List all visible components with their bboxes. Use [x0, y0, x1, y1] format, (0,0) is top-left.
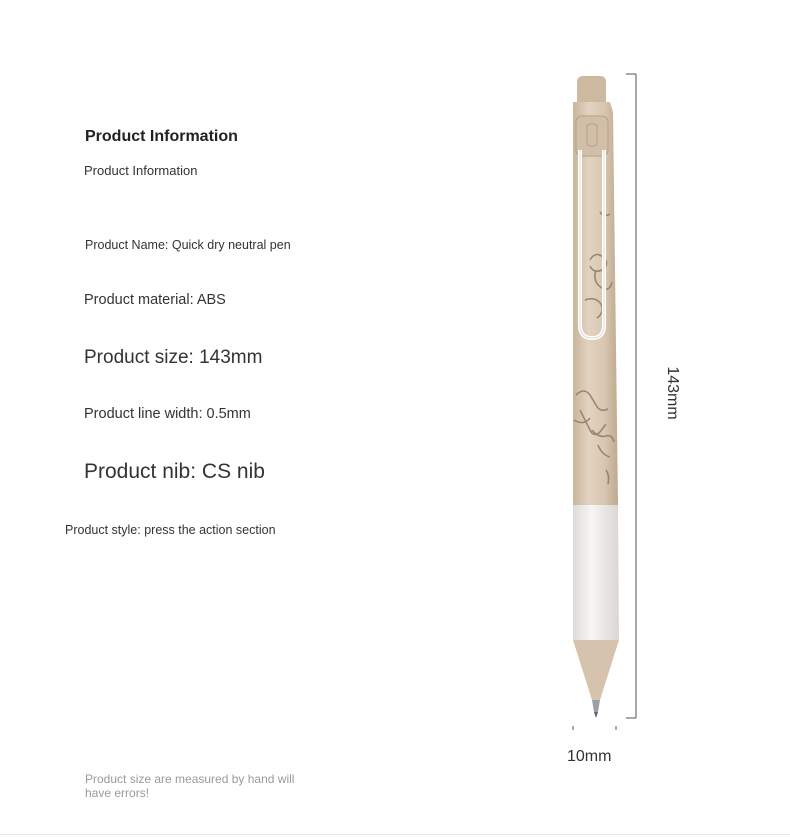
section-title: Product Information [85, 128, 238, 145]
length-label: 143mm [664, 366, 681, 420]
pen-nose [573, 640, 619, 700]
product-material: Product material: ABS [84, 292, 226, 308]
pen-icon [545, 60, 655, 730]
measurement-note: Product size are measured by hand will have errors! [85, 772, 295, 800]
pen-grip [573, 505, 619, 640]
product-name: Product Name: Quick dry neutral pen [85, 238, 291, 252]
product-size: Product size: 143mm [84, 347, 263, 368]
product-style: Product style: press the action section [65, 523, 276, 537]
width-label: 10mm [567, 748, 612, 765]
pen-tip [592, 700, 600, 712]
section-subtitle: Product Information [84, 163, 198, 178]
width-dimension-line [573, 726, 616, 730]
bottom-divider [0, 834, 790, 835]
push-button [577, 76, 606, 102]
product-line-width: Product line width: 0.5mm [84, 406, 251, 422]
length-dimension-line [626, 74, 636, 718]
product-nib: Product nib: CS nib [84, 460, 265, 483]
